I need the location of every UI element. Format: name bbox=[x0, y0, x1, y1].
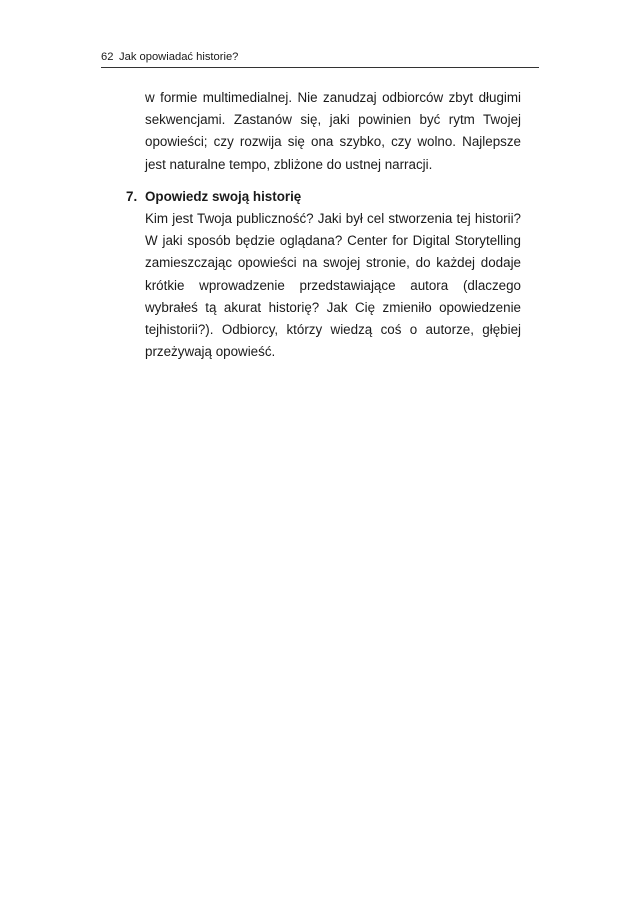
continuation-paragraph: w formie multimedialnej. Nie zanudzaj odbiorców zbyt długimi sekwencjami. Zastanów się, jaki powinien być rytm Twojej opowieści; czy rozwija się ona szybko, czy wolno. Najlepsze jest naturalne tempo, zbliżone do ustnej narracji. bbox=[145, 90, 521, 172]
section-paragraph: Kim jest Twoja publiczność? Jaki był cel stworzenia tej historii? W jaki sposób będzie oglądana? Center for Digital Storytelling zamieszczając opowieści na swojej stronie, do każdej dodaje krótkie wprowadzenie przedstawiające autora (dlaczego wybrałeś tą akurat historię? Jak Cię zmieniło opowiedzenie tejhistorii?). Odbiorcy, którzy wiedzą coś o autorze, głębiej przeżywają opowieść. bbox=[145, 211, 521, 360]
section-heading bbox=[126, 186, 526, 208]
section-number: 7. bbox=[126, 189, 138, 204]
section-title: Opowiedz swoją historię bbox=[145, 189, 302, 204]
running-title: Jak opowiadać historie? bbox=[119, 51, 239, 63]
page-number: 62 bbox=[101, 51, 114, 63]
page-header bbox=[101, 49, 539, 68]
